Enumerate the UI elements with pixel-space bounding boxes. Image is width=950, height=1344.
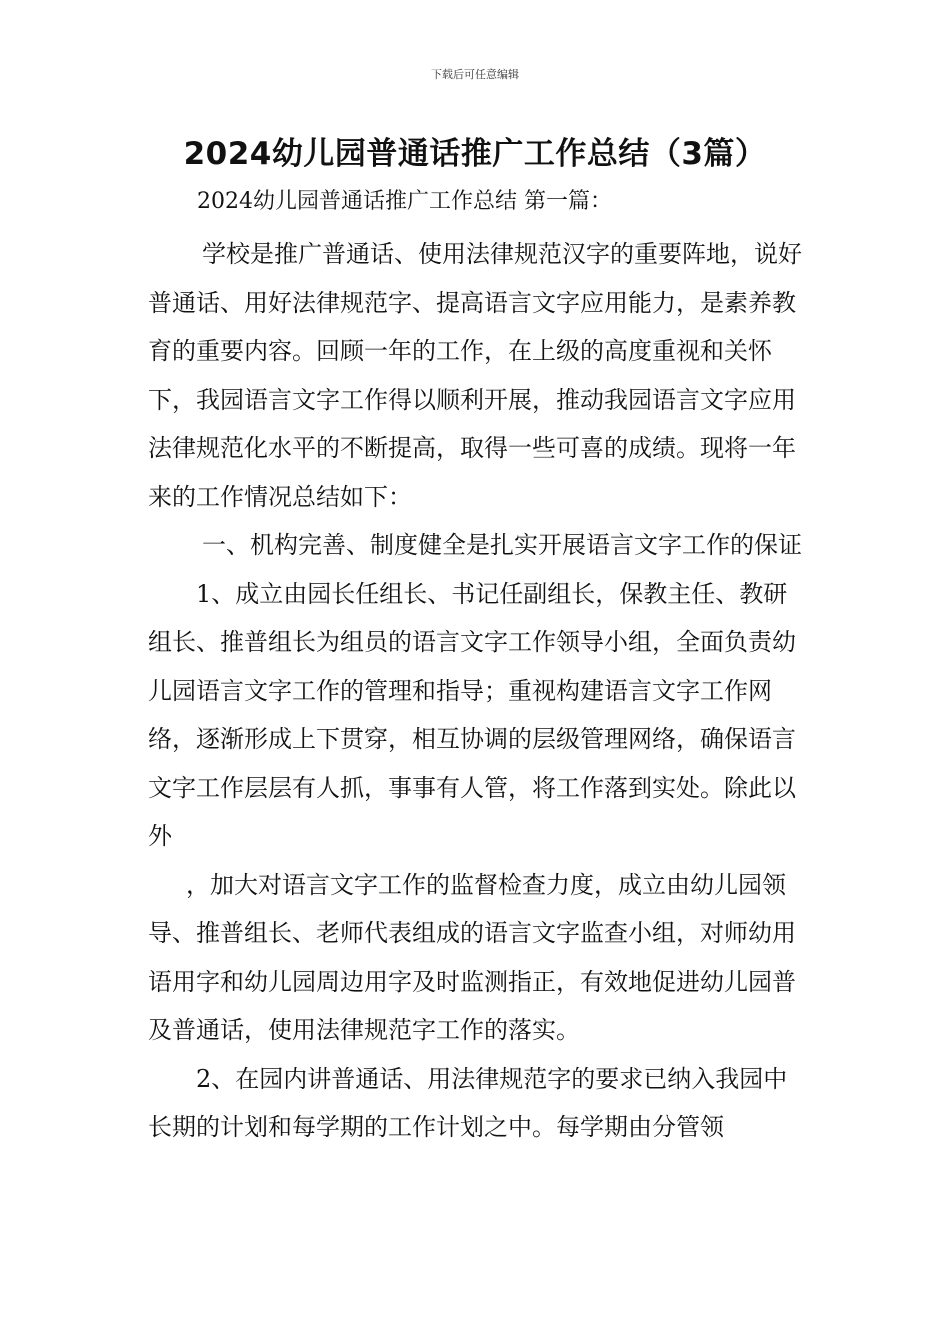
paragraph-intro: 学校是推广普通话、使用法律规范汉字的重要阵地，说好普通话、用好法律规范字、提高语言文字应用能力，是素养教育的重要内容。回顾一年的工作，在上级的高度重视和关怀下，我园语言文字工作得以顺利开展，推动我园语言文字应用法律规范化水平的不断提高，取得一些可喜的成绩。现将一年来的工作情况总结如下： xyxy=(148,240,802,511)
document-body xyxy=(148,230,808,1152)
paragraph-item-1: 1、成立由园长任组长、书记任副组长，保教主任、教研组长、推普组长为组员的语言文字工作领导小组，全面负责幼儿园语言文字工作的管理和指导；重视构建语言文字工作网络，逐渐形成上下贯穿，相互协调的层级管理网络，确保语言文字工作层层有人抓，事事有人管，将工作落到实处。除此以外 xyxy=(148,579,796,850)
paragraph-item-2: 2、在园内讲普通话、用法律规范字的要求已纳入我园中长期的计划和每学期的工作计划之中。每学期由分管领 xyxy=(148,1064,788,1141)
document-title: 2024幼儿园普通话推广工作总结（3篇） xyxy=(183,136,767,172)
paragraph-item-1-cont: ，加大对语言文字工作的监督检查力度，成立由幼儿园领导、推普组长、老师代表组成的语言文字监查小组，对师幼用语用字和幼儿园周边用字及时监测指正，有效地促进幼儿园普及普通话，使用法律规范字工作的落实。 xyxy=(148,870,796,1044)
header-note: 下载后可任意编辑 xyxy=(431,68,519,81)
section-subtitle: 2024幼儿园普通话推广工作总结 第一篇： xyxy=(197,189,612,214)
paragraph-heading-1: 一、机构完善、制度健全是扎实开展语言文字工作的保证 xyxy=(202,531,802,559)
